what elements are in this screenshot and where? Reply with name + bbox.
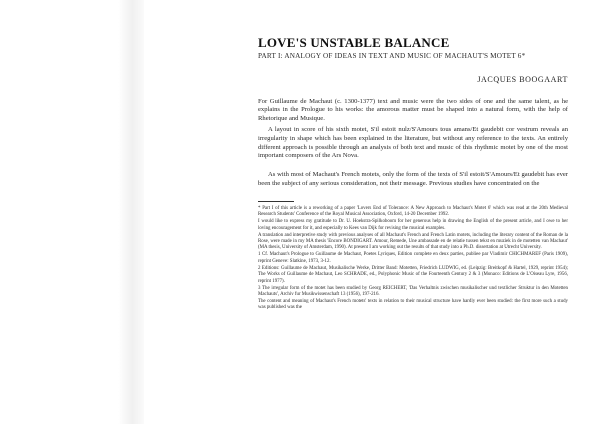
body-paragraph-3: As with most of Machaut's French motets, only the form of the texts of S'il estoit/S'Amours/Et gaudebit has ever been the subject of any serious consideration, not their message. Previous studies have concentrated on the (258, 171, 568, 187)
footnote-5: 2 Editions: Guillaume de Machaut, Musikalische Werke, Dritter Band: Motetten, Friedrich LUDWIG, ed. (Leipzig: Breitkopf & Hartel, 1929, reprint 1954); The Works of Guillaume de Machaut, Leo SCHRADE, ed., Polyphonic Music of the Fourteenth Century 2 & 3 (Monaco: Editions de L'Oiseau Lyre, 1956, reprint 1977). (258, 265, 568, 284)
footnote-6: 3 The irregular form of the motet has been studied by Georg REICHERT, 'Das Verhaltnis zwischen musikalischer und textlicher Struktur in den Motetten Machauts', Archiv fur Musikwissenschaft 13 (1956), 197-216. (258, 285, 568, 298)
article-subtitle: PART I: ANALOGY OF IDEAS IN TEXT AND MUSIC OF MACHAUT'S MOTET 6* (258, 52, 526, 60)
body-paragraph-2: A layout in score of his sixth motet, S'il estoit nulz/S'Amours tous amans/Et gaudebit cor vestrum reveals an irregularity in shape which has been explained in the literature, but without any reference to the texts. An entirely different approach is possible through an analysis of both text and music of this rhythmic motet by one of the most important composers of the Ars Nova. (258, 125, 568, 160)
footnote-4: 1 Cf. Machaut's Prologue to Guillaume de Machaut, Poetes Lyriques, Edition complete en deux parties, publiee par Vladimir CHICHMAREF (Paris 1909), reprint Geneve: Slatkine, 1973, 3-12. (258, 252, 568, 264)
page-fold-shadow (118, 0, 144, 424)
footnote-3: A translation and interpretive study with previous analyses of all Machaut's French and French Latin motets, including the literary content of the Roman de la Rose, were made in my MA thesis 'Encore BONDIGART. Amour, Remede, Une ambassade en de relatie tussen tekst en muziek in de motetten van Machaut' (MA thesis, University of Amsterdam, 1990). At present I am working out the results of that study into a Ph.D. dissertation at Utrecht University. (258, 232, 568, 251)
body-paragraph-1: For Guillaume de Machaut (c. 1300-1377) text and music were the two sides of one and the same talent, as he explains in the Prologue to his works: the amorous matter must be shaped into a natural form, with the help of Rhetorique and Musique. (258, 97, 568, 123)
footnote-rule (258, 201, 294, 202)
footnote-7: The content and meaning of Machaut's French motets' texts in relation to their musical structure have hardly ever been studied: the first more such a study was published was the (258, 299, 568, 311)
article-title: LOVE'S UNSTABLE BALANCE (258, 35, 450, 50)
article-body (258, 98, 568, 189)
article-author: JACQUES BOOGAART (477, 74, 568, 84)
article-column (258, 36, 568, 312)
footnotes (258, 206, 568, 312)
footnote-1: * Part I of this article is a reworking of a paper 'Lovers End of Tolerance: A New Approach to Machaut's Motet 6' which was read at the 20th Medieval Research Students' Conference of the Royal Musical Association, Oxford, 14-20 December 1992. (258, 205, 568, 218)
footnote-2: I would like to express my gratitude to Dr. U. Hoekstra-Spilkoboom for her generous help in drawing the English of the present article, and I owe to her loving encouragement for it, and especially to Kees van Dijk for revising the musical examples. (258, 219, 568, 231)
